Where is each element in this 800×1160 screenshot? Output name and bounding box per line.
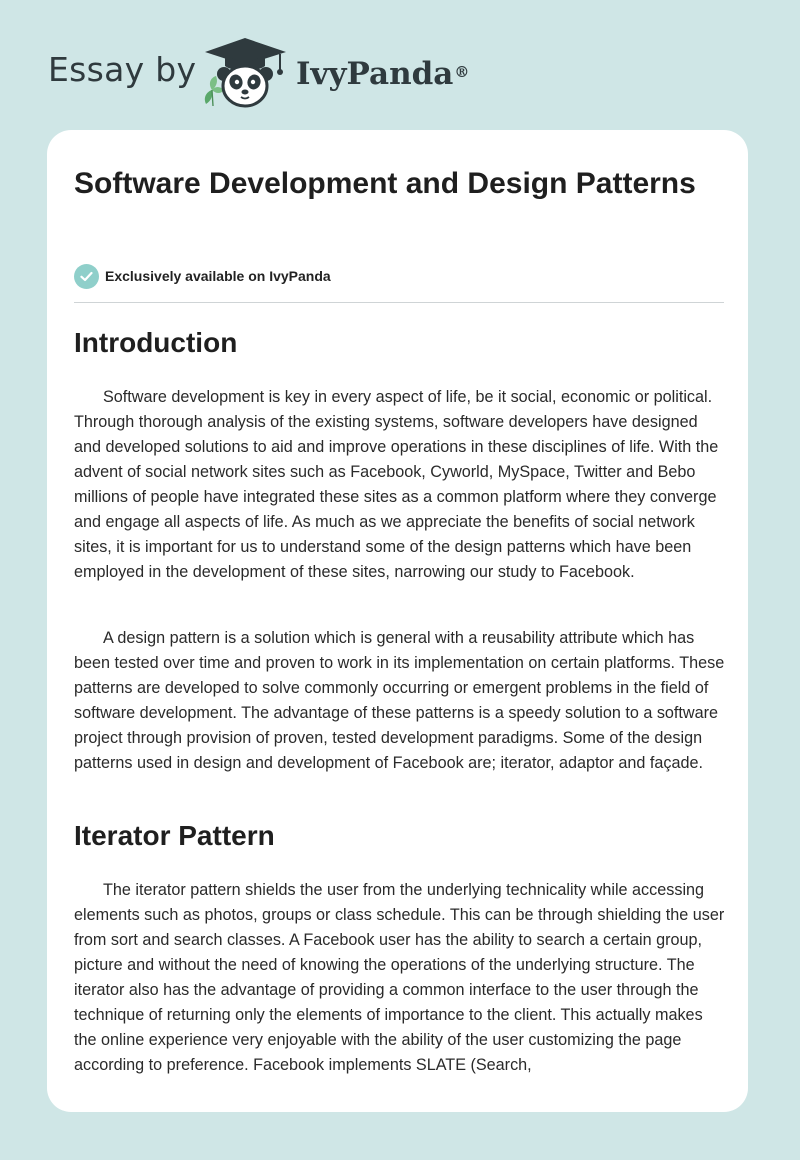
site-header [0, 0, 800, 130]
registered-mark: ® [454, 63, 470, 81]
title-divider [74, 302, 724, 303]
section-heading-iterator-pattern: Iterator Pattern [74, 820, 275, 851]
paragraph-iterator-1: The iterator pattern shields the user from the underlying technicality while accessing elements such as photos, groups or class schedule. This can be through shielding the user from sort and search classes. A Facebook user has the ability to search a certain group, picture and without the need of knowing the operations of the underlying structure. The iterator also has the advantage of providing a common interface to the user through the technique of returning only the elements of importance to the client. This actually makes the online experience very enjoyable with the ability of the user customizing the page according to preference. Facebook implements SLATE (Search, [74, 881, 725, 1074]
panda-face-icon [217, 66, 273, 106]
section-heading-introduction: Introduction [74, 327, 238, 358]
check-circle-icon [74, 264, 99, 289]
page-title: Software Development and Design Patterns [74, 167, 696, 200]
exclusive-label: Exclusively available on IvyPanda [105, 268, 331, 284]
essay-by-label: Essay by [48, 50, 197, 89]
essay-card [47, 130, 748, 1112]
paragraph-introduction-1: Software development is key in every aspect of life, be it social, economic or political. Through thorough analysis of the existing systems, software developers have designed and developed solutions to aid and improve operations in these disciplines of life. With the advent of social network sites such as Facebook, Cyworld, MySpace, Twitter and Bebo millions of people have integrated these sites as a common platform where they converge and engage all aspects of life. As much as we appreciate the benefits of social network sites, it is important for us to understand some of the design patterns which have been employed in the development of these sites, narrowing our study to Facebook. [74, 388, 719, 581]
brand-logo-text[interactable] [296, 54, 469, 94]
brand-name: IvyPanda [296, 56, 454, 92]
exclusive-badge [74, 263, 331, 289]
ivy-leaf-icon [205, 76, 224, 106]
paragraph-introduction-2: A design pattern is a solution which is general with a reusability attribute which has been tested over time and proven to work in its implementation on certain platforms. These patterns are developed to solve commonly occurring or emergent problems in the field of software development. The advantage of these patterns is a speedy solution to a software project through provision of proven, tested development paradigms. Some of the design patterns used in design and development of Facebook are; iterator, adaptor and façade. [74, 629, 725, 772]
ivypanda-logo-icon[interactable] [200, 34, 290, 110]
